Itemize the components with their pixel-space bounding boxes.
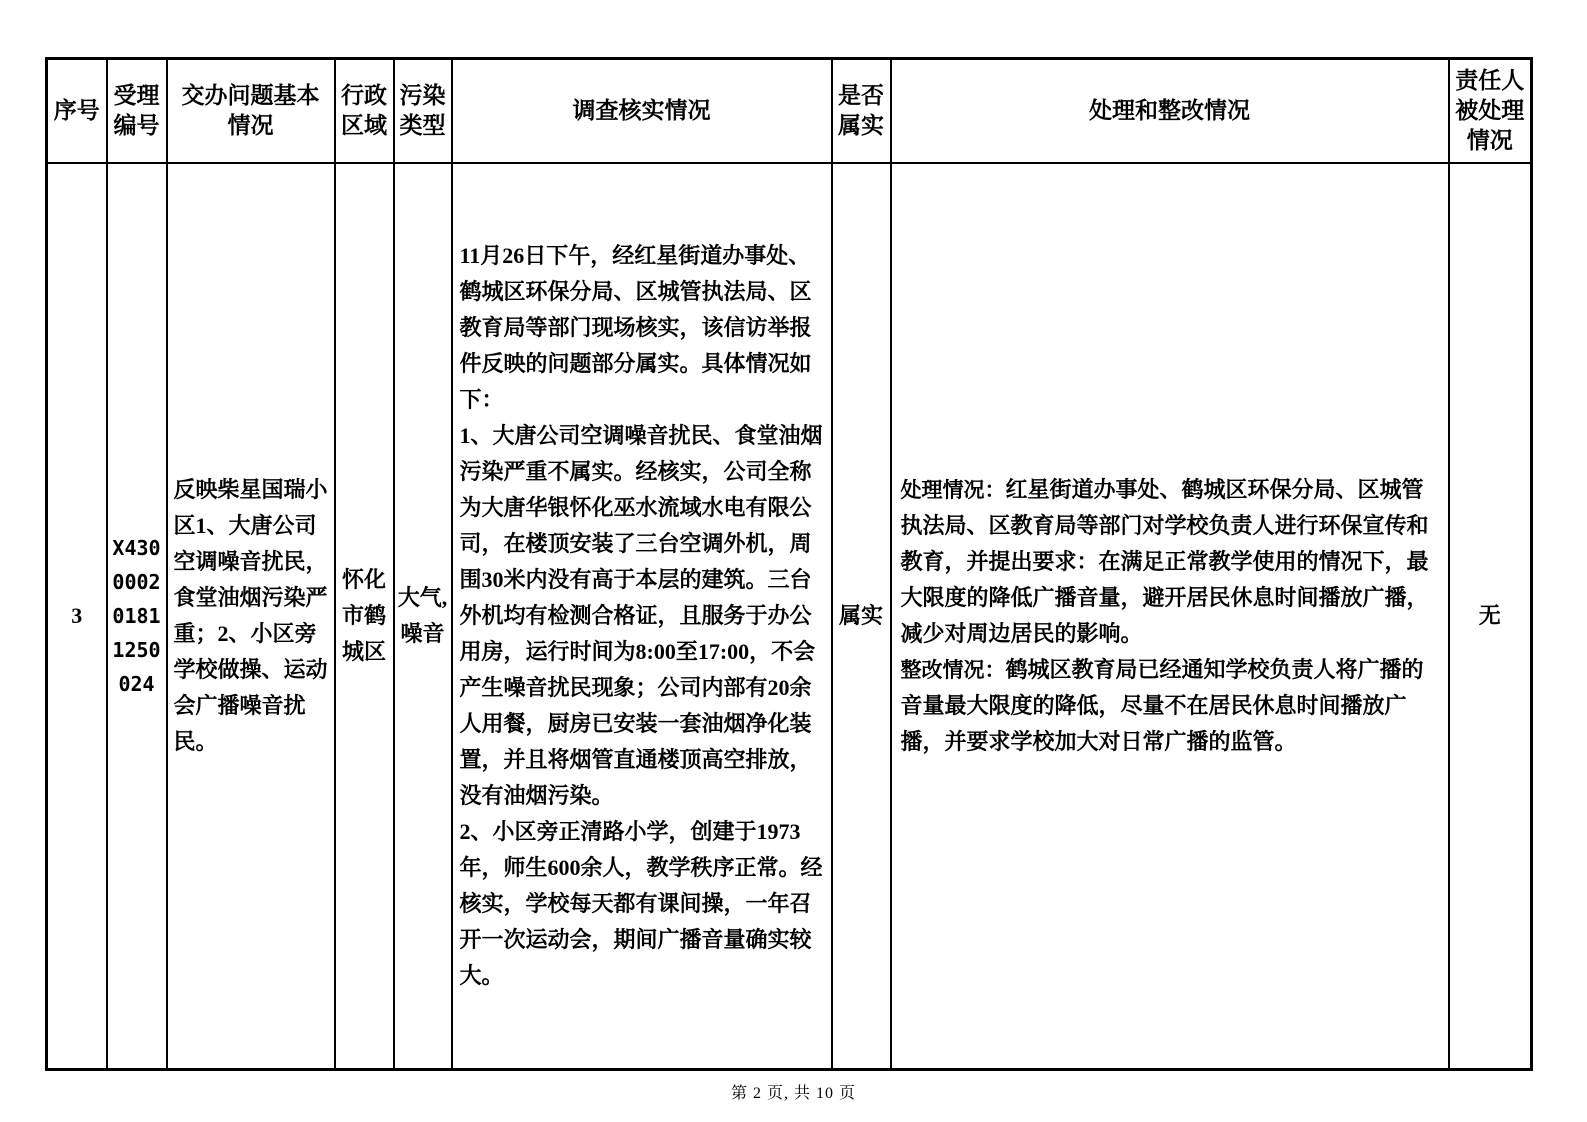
cell-investigation (452, 163, 832, 1070)
col-header-seq: 序号 (47, 59, 107, 163)
col-header-responsible: 责任人被处理情况 (1449, 59, 1532, 163)
table-body (47, 163, 1532, 1070)
header-row (47, 59, 1532, 163)
handling-text: 红星街道办事处、鹤城区环保分局、区城管执法局、区教育局等部门对学校负责人进行环保宣传和教育，并提出要求：在满足正常教学使用的情况下，最大限度的降低广播音量，避开居民休息时间播放广播，减少对周边居民的影响。 (900, 476, 1429, 646)
complaint-table (45, 57, 1533, 1071)
col-header-pollution-type: 污染类型 (394, 59, 452, 163)
table-row (47, 163, 1532, 1070)
report-sheet (45, 57, 1533, 1071)
cell-is-true: 属实 (832, 163, 891, 1070)
page-number-footer: 第 2 页, 共 10 页 (730, 1085, 856, 1102)
cell-pollution-type: 大气,噪音 (394, 163, 452, 1070)
cell-region: 怀化市鹤城区 (335, 163, 394, 1070)
investigation-paragraph: 1、大唐公司空调噪音扰民、食堂油烟污染严重不属实。经核实，公司全称为大唐华银怀化巫水流域水电有限公司，在楼顶安装了三台空调外机，周围30米内没有高于本层的建筑。三台外机均有检测合格证，且服务于办公用房，运行时间为8:00至17:00，不会产生噪音扰民现象；公司内部有20余人用餐，厨房已安装一套油烟净化装置，并且将烟管直通楼顶高空排放，没有油烟污染。 (459, 422, 823, 808)
col-header-is-true: 是否属实 (832, 59, 891, 163)
cell-seq: 3 (47, 163, 107, 1070)
investigation-paragraph: 2、小区旁正清路小学，创建于1973年，师生600余人，教学秩序正常。经核实，学校每天都有课间操，一年召开一次运动会，期间广播音量确实较大。 (459, 818, 823, 988)
col-header-problem: 交办问题基本情况 (167, 59, 335, 163)
col-header-handling: 处理和整改情况 (891, 59, 1449, 163)
col-header-region: 行政区域 (335, 59, 394, 163)
cell-problem: 反映柴星国瑞小区1、大唐公司空调噪音扰民，食堂油烟污染严重；2、小区旁学校做操、运动会广播噪音扰民。 (167, 163, 335, 1070)
rectification-paragraph (901, 652, 1440, 760)
investigation-paragraph: 11月26日下午，经红星街道办事处、鹤城区环保分局、区城管执法局、区教育局等部门现场核实，该信访举报件反映的问题部分属实。具体情况如下： (459, 242, 812, 412)
handling-paragraph (901, 472, 1440, 652)
rectification-text: 鹤城区教育局已经通知学校负责人将广播的音量最大限度的降低，尽量不在居民休息时间播放广播，并要求学校加大对日常广播的监管。 (900, 656, 1424, 754)
cell-case-no: X430000201811250024 (107, 163, 167, 1070)
table-header (47, 59, 1532, 163)
col-header-investigation: 调查核实情况 (452, 59, 832, 163)
col-header-case-no: 受理编号 (107, 59, 167, 163)
cell-handling (891, 163, 1449, 1070)
handling-label: 处理情况： (900, 477, 1006, 502)
cell-responsible: 无 (1449, 163, 1532, 1070)
rectification-label: 整改情况： (900, 657, 1006, 682)
